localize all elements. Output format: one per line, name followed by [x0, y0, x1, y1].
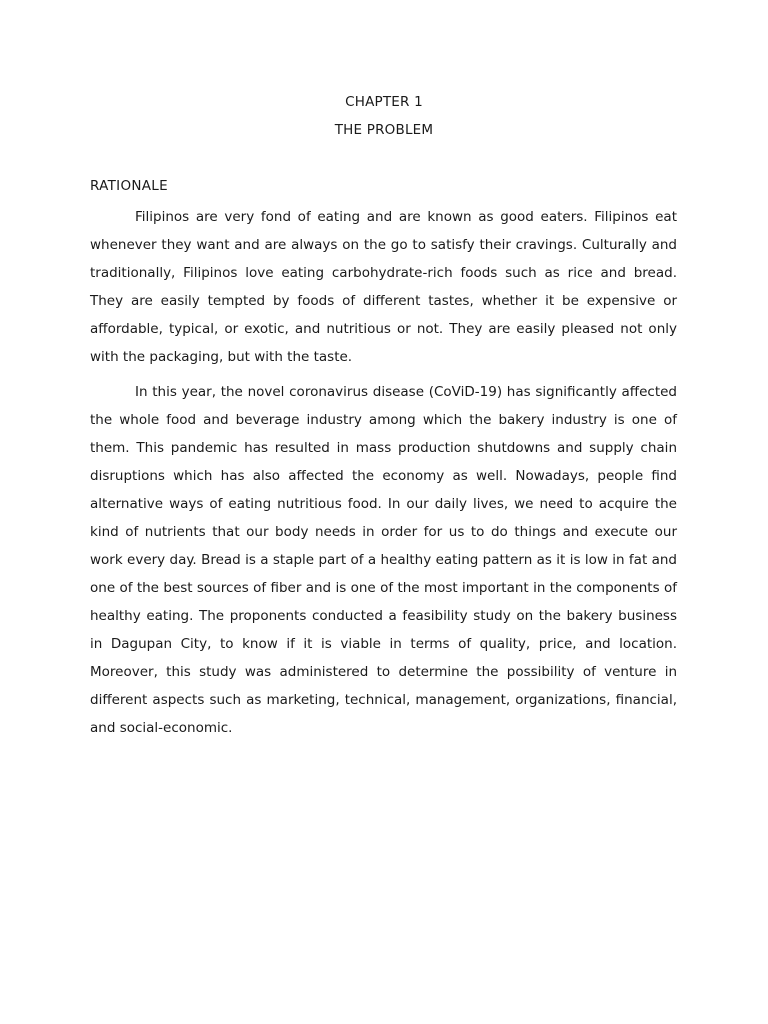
chapter-label: CHAPTER 1 [345, 94, 423, 110]
body-paragraph: Filipinos are very fond of eating and are known as good eaters. Filipinos eat whenever they want and are always on the go to satisfy their cravings. Culturally and traditionally, Filipinos love eating carbohydrate-rich foods such as rice and bread. They are easily tempted by foods of different tastes, whether it be expensive or affordable, typical, or exotic, and nutritious or not. They are easily pleased not only with the packaging, but with the taste. [90, 209, 677, 365]
section-heading: RATIONALE [90, 178, 168, 194]
chapter-title: THE PROBLEM [334, 122, 434, 138]
body-paragraph: In this year, the novel coronavirus disease (CoViD-19) has significantly affected the whole food and beverage industry among which the bakery industry is one of them. This pandemic has resulted in mass production shutdowns and supply chain disruptions which has also affected the economy as well. Nowadays, people find alternative ways of eating nutritious food. In our daily lives, we need to acquire the kind of nutrients that our body needs in order for us to do things and execute our work every day. Bread is a staple part of a healthy eating pattern as it is low in fat and one of the best sources of fiber and is one of the most important in the components of healthy eating. The proponents conducted a feasibility study on the bakery business in Dagupan City, to know if it is viable in terms of quality, price, and location. Moreover, this study was administered to determine the possibility of venture in different aspects such as marketing, technical, management, organizations, financial, and social-economic. [90, 384, 677, 736]
